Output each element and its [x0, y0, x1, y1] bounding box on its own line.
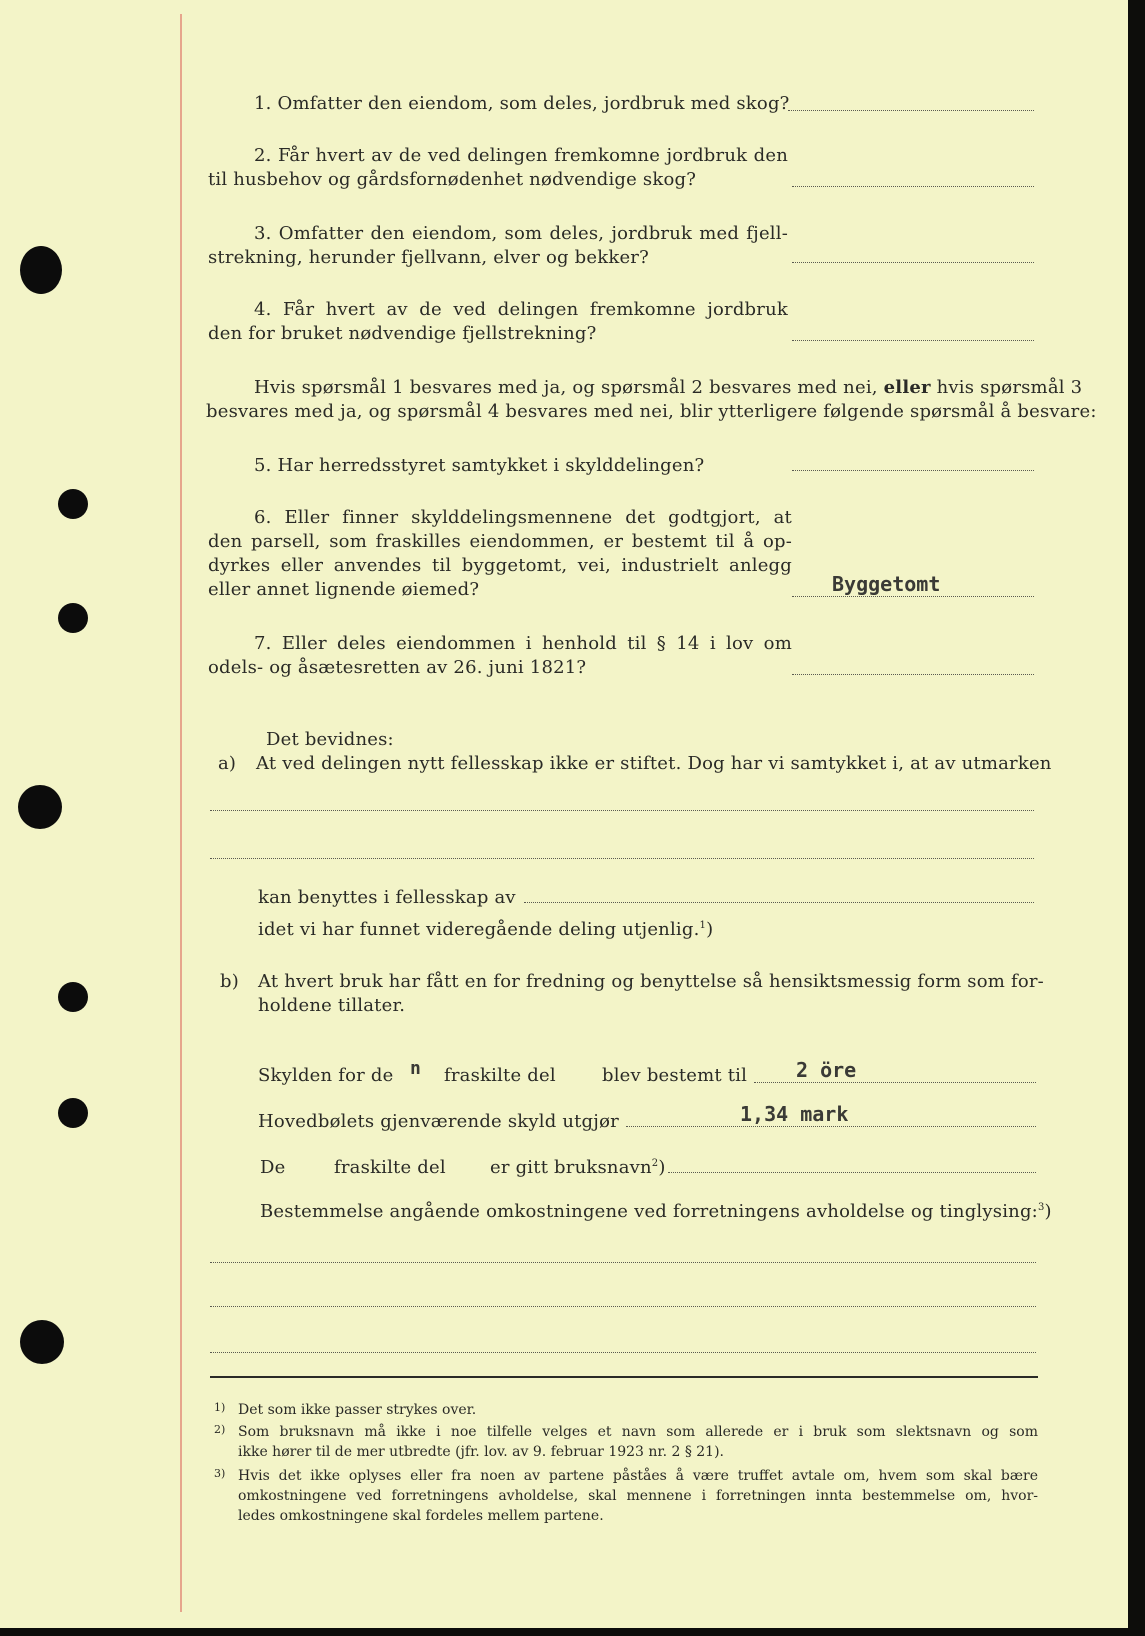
- bruksnavn-paren: ): [658, 1157, 666, 1178]
- certification-b-line-1: At hvert bruk har fått en for fredning og benyttelse så hensiktsmessig form som for-: [258, 971, 1044, 992]
- hovedbolet-label: Hovedbølets gjenværende skyld utgjør: [258, 1111, 619, 1132]
- footnote-ref-2: 2: [651, 1158, 659, 1169]
- bestemmelse-line-3: [210, 1352, 1036, 1353]
- question-3-line-1: 3. Omfatter den eiendom, som deles, jordbruk med fjell-: [254, 223, 788, 244]
- footnote-1-mark: 1): [214, 1401, 226, 1414]
- question-2-line-1: 2. Får hvert av de ved delingen fremkomne jordbruk den: [254, 145, 788, 166]
- question-6-line-4: eller annet lignende øiemed?: [208, 579, 480, 600]
- footnote-2-line-2: ikke hører til de mer utbredte (jfr. lov. av 9. februar 1923 nr. 2 § 21).: [238, 1444, 725, 1460]
- utmarken-line-2: [210, 858, 1034, 859]
- condition-bold-eller: eller: [883, 377, 931, 398]
- bruksnavn-line: [668, 1172, 1036, 1173]
- utjenlig-paren: ): [706, 919, 714, 940]
- de-label: De: [260, 1157, 286, 1178]
- handwritten-n: n: [410, 1058, 421, 1079]
- certification-a-label: a): [218, 753, 237, 774]
- footnote-1-text: Det som ikke passer strykes over.: [238, 1402, 477, 1418]
- utjenlig-main: idet vi har funnet videregående deling utjenlig.: [258, 919, 700, 940]
- answer-line-q3: [792, 262, 1034, 263]
- bestemmelse-label: [260, 1200, 1052, 1224]
- footnote-ref-3: 3: [1037, 1202, 1045, 1213]
- punch-hole: [58, 1098, 88, 1128]
- answer-line-q7: [792, 674, 1034, 675]
- skyld-amount-value: 2 öre: [796, 1058, 857, 1082]
- hovedbolet-line: [626, 1126, 1036, 1127]
- bestemmelse-main: Bestemmelse angående omkostningene ved forretningens avholdelse og tinglysing:: [260, 1201, 1038, 1222]
- condition-line-1: [254, 376, 1082, 400]
- skylden-label: Skylden for de: [258, 1065, 394, 1086]
- bestemmelse-paren: ): [1044, 1201, 1052, 1222]
- footnote-3-mark: 3): [214, 1467, 226, 1480]
- fraskilte-del-label: fraskilte del: [444, 1065, 556, 1086]
- certification-a-text: At ved delingen nytt fellesskap ikke er stiftet. Dog har vi samtykket i, at av utmarken: [256, 753, 1052, 774]
- question-5: 5. Har herredsstyret samtykket i skylddelingen?: [254, 455, 705, 476]
- question-4-line-1: 4. Får hvert av de ved delingen fremkomne jordbruk: [254, 299, 788, 320]
- footnote-2-mark: 2): [214, 1423, 226, 1436]
- answer-line-q5: [792, 470, 1034, 471]
- question-1: 1. Omfatter den eiendom, som deles, jordbruk med skog?: [254, 93, 790, 114]
- question-6-line-3: dyrkes eller anvendes til byggetomt, vei, industrielt anlegg: [208, 555, 792, 576]
- question-3-line-2: strekning, herunder fjellvann, elver og bekker?: [208, 247, 649, 268]
- bruksnavn-main: er gitt bruksnavn: [490, 1157, 652, 1178]
- answer-line-q1: [788, 110, 1034, 111]
- question-7-line-1: 7. Eller deles eiendommen i henhold til § 14 i lov om: [254, 633, 792, 654]
- punch-hole: [20, 1320, 64, 1364]
- utmarken-line-1: [210, 810, 1034, 811]
- skyld-amount-line: [754, 1082, 1036, 1083]
- question-4-line-2: den for bruket nødvendige fjellstrekning?: [208, 323, 597, 344]
- answer-q6-byggetomt: Byggetomt: [832, 572, 941, 596]
- condition-line-2: besvares med ja, og spørsmål 4 besvares med nei, blir ytterligere følgende spørsmål å besvare:: [206, 401, 1097, 422]
- condition-text-a: Hvis spørsmål 1 besvares med ja, og spørsmål 2 besvares med nei,: [254, 377, 878, 398]
- margin-line: [180, 14, 182, 1612]
- fraskilte-del-label-2: fraskilte del: [334, 1157, 446, 1178]
- footnote-separator: [210, 1376, 1038, 1378]
- punch-hole: [58, 603, 88, 633]
- certification-heading: Det bevidnes:: [266, 729, 394, 750]
- footnote-3-line-1: Hvis det ikke oplyses eller fra noen av partene påståes å være truffet avtale om, hvem som skal bære: [238, 1468, 1038, 1484]
- fellesskap-label: kan benyttes i fellesskap av: [258, 887, 516, 908]
- certification-b-label: b): [220, 971, 239, 992]
- punch-hole: [58, 489, 88, 519]
- condition-text-b: hvis spørsmål 3: [936, 377, 1083, 398]
- punch-hole: [20, 246, 62, 294]
- answer-line-q6: [792, 596, 1034, 597]
- bruksnavn-label: [490, 1156, 666, 1180]
- bestemmelse-line-1: [210, 1262, 1036, 1263]
- certification-b-line-2: holdene tillater.: [258, 995, 406, 1016]
- punch-hole: [58, 982, 88, 1012]
- answer-line-q4: [792, 340, 1034, 341]
- punch-hole: [18, 785, 62, 829]
- utjenlig-text: [258, 918, 713, 942]
- question-6-line-1: 6. Eller finner skylddelingsmennene det godtgjort, at: [254, 507, 792, 528]
- footnote-3-line-2: omkostningene ved forretningens avholdelse, skal mennene i forretningen innta bestemmelse om, hvor-: [238, 1488, 1038, 1504]
- hovedbolet-value: 1,34 mark: [740, 1102, 849, 1126]
- question-2-line-2: til husbehov og gårdsfornødenhet nødvendige skog?: [208, 169, 697, 190]
- footnote-2-line-1: Som bruksnavn må ikke i noe tilfelle velges et navn som allerede er i bruk som slektsnavn og som: [238, 1424, 1038, 1440]
- blev-bestemt-label: blev bestemt til: [602, 1065, 748, 1086]
- footnote-3-line-3: ledes omkostningene skal fordeles mellem partene.: [238, 1508, 604, 1524]
- bestemmelse-line-2: [210, 1306, 1036, 1307]
- answer-line-q2: [792, 186, 1034, 187]
- footnote-ref-1: 1: [699, 920, 707, 931]
- fellesskap-line: [524, 902, 1034, 903]
- question-6-line-2: den parsell, som fraskilles eiendommen, er bestemt til å op-: [208, 531, 792, 552]
- question-7-line-2: odels- og åsætesretten av 26. juni 1821?: [208, 657, 587, 678]
